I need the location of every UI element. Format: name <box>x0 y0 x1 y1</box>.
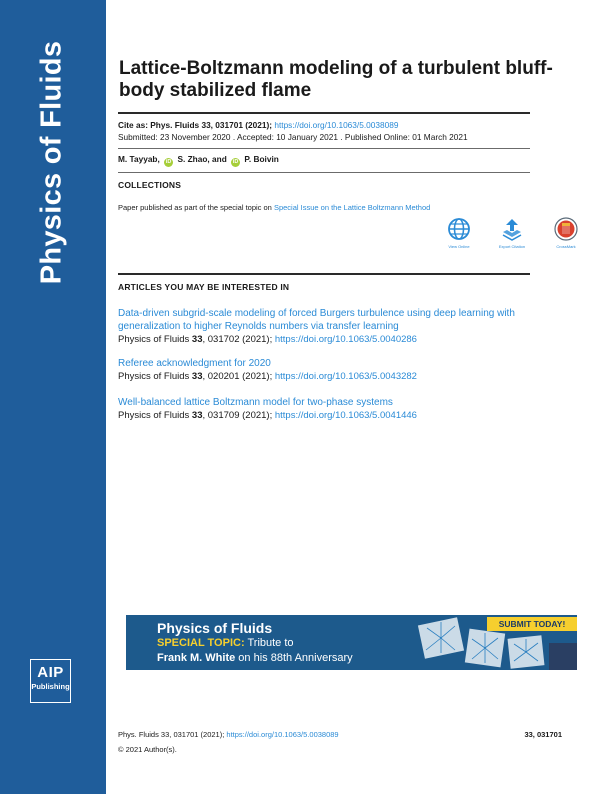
related-doi-link[interactable]: https://doi.org/10.1063/5.0040286 <box>274 334 417 345</box>
special-topic-link[interactable]: Special Issue on the Lattice Boltzmann Method <box>273 203 431 212</box>
related-article-title[interactable]: Data-driven subgrid-scale modeling of forced Burgers turbulence using deep learning with generalization to higher Reynolds numbers via transfer learning <box>118 308 515 332</box>
footer-copyright: © 2021 Author(s). <box>118 745 177 754</box>
related-article-citation <box>118 370 578 384</box>
related-article-title[interactable]: Well-balanced lattice Boltzmann model for two-phase systems <box>118 397 393 408</box>
related-cite: , 020201 (2021); <box>202 371 273 382</box>
view-online-label: View Online <box>448 244 470 249</box>
author-1[interactable]: M. Tayyab, <box>118 154 160 164</box>
divider <box>118 172 530 173</box>
author-3[interactable]: P. Boivin <box>244 154 279 164</box>
footer-doi-link[interactable]: https://doi.org/10.1063/5.0038089 <box>226 730 339 739</box>
collections-description: Paper published as part of the special topic on <box>118 203 272 212</box>
divider <box>118 273 530 275</box>
related-article-title[interactable]: Referee acknowledgment for 2020 <box>118 358 271 369</box>
related-volume: 33 <box>191 334 203 345</box>
journal-name: Physics of Fluids <box>35 40 68 284</box>
related-article <box>118 357 578 384</box>
submit-today-button[interactable]: SUBMIT TODAY! <box>487 617 577 631</box>
banner-special-topic <box>157 637 294 649</box>
banner-name: Frank M. White <box>157 652 236 664</box>
related-heading: ARTICLES YOU MAY BE INTERESTED IN <box>118 282 290 292</box>
related-journal: Physics of Fluids <box>118 371 190 382</box>
author-2[interactable]: S. Zhao, and <box>177 154 227 164</box>
banner-special-label: SPECIAL TOPIC: <box>157 637 245 649</box>
special-topic-banner[interactable] <box>126 615 577 670</box>
dates-line: Submitted: 23 November 2020 . Accepted: 10 January 2021 . Published Online: 01 March 2021 <box>118 132 468 142</box>
related-journal: Physics of Fluids <box>118 410 190 421</box>
related-volume: 33 <box>191 410 203 421</box>
divider <box>118 112 530 114</box>
related-article-citation <box>118 409 578 423</box>
aip-publishing-logo[interactable] <box>30 659 71 703</box>
crossmark-icon <box>554 217 578 241</box>
view-online-button[interactable] <box>439 217 479 249</box>
related-journal: Physics of Fluids <box>118 334 190 345</box>
crossmark-button[interactable] <box>546 217 586 249</box>
export-icon <box>500 217 524 241</box>
cite-doi-link[interactable]: https://doi.org/10.1063/5.0038089 <box>274 120 399 130</box>
export-citation-label: Export Citation <box>498 244 526 249</box>
logo-line-2: Publishing <box>31 682 70 691</box>
related-article <box>118 307 578 347</box>
cite-label: Cite as: Phys. Fluids 33, 031701 (2021); <box>118 120 273 130</box>
journal-name-vertical <box>32 42 72 282</box>
banner-honoree <box>157 652 353 664</box>
collections-text <box>118 202 430 213</box>
footer-cite: Phys. Fluids 33, 031701 (2021); <box>118 730 225 739</box>
related-article-citation <box>118 333 578 347</box>
related-article <box>118 396 578 423</box>
related-volume: 33 <box>191 371 203 382</box>
orcid-icon[interactable]: iD <box>232 159 239 165</box>
related-doi-link[interactable]: https://doi.org/10.1063/5.0043282 <box>274 371 417 382</box>
journal-sidebar <box>0 0 106 794</box>
related-cite: , 031709 (2021); <box>202 410 273 421</box>
citation-line <box>118 120 398 131</box>
export-citation-button[interactable] <box>492 217 532 249</box>
crossmark-label: CrossMark <box>556 244 576 249</box>
related-doi-link[interactable]: https://doi.org/10.1063/5.0041446 <box>274 410 417 421</box>
banner-tribute: Tribute to <box>247 637 294 649</box>
authors-line <box>118 154 279 167</box>
orcid-icon[interactable]: iD <box>165 159 172 165</box>
banner-journal: Physics of Fluids <box>157 620 273 636</box>
divider <box>118 148 530 149</box>
footer-page-id: 33, 031701 <box>524 730 562 739</box>
banner-anniversary: on his 88th Anniversary <box>238 652 353 664</box>
related-cite: , 031702 (2021); <box>202 334 273 345</box>
logo-line-1: AIP <box>37 664 64 681</box>
collections-heading: COLLECTIONS <box>118 180 182 190</box>
footer-citation <box>118 730 339 740</box>
article-title: Lattice-Boltzmann modeling of a turbulent bluff-body stabilized flame <box>119 58 553 101</box>
globe-icon <box>447 217 471 241</box>
